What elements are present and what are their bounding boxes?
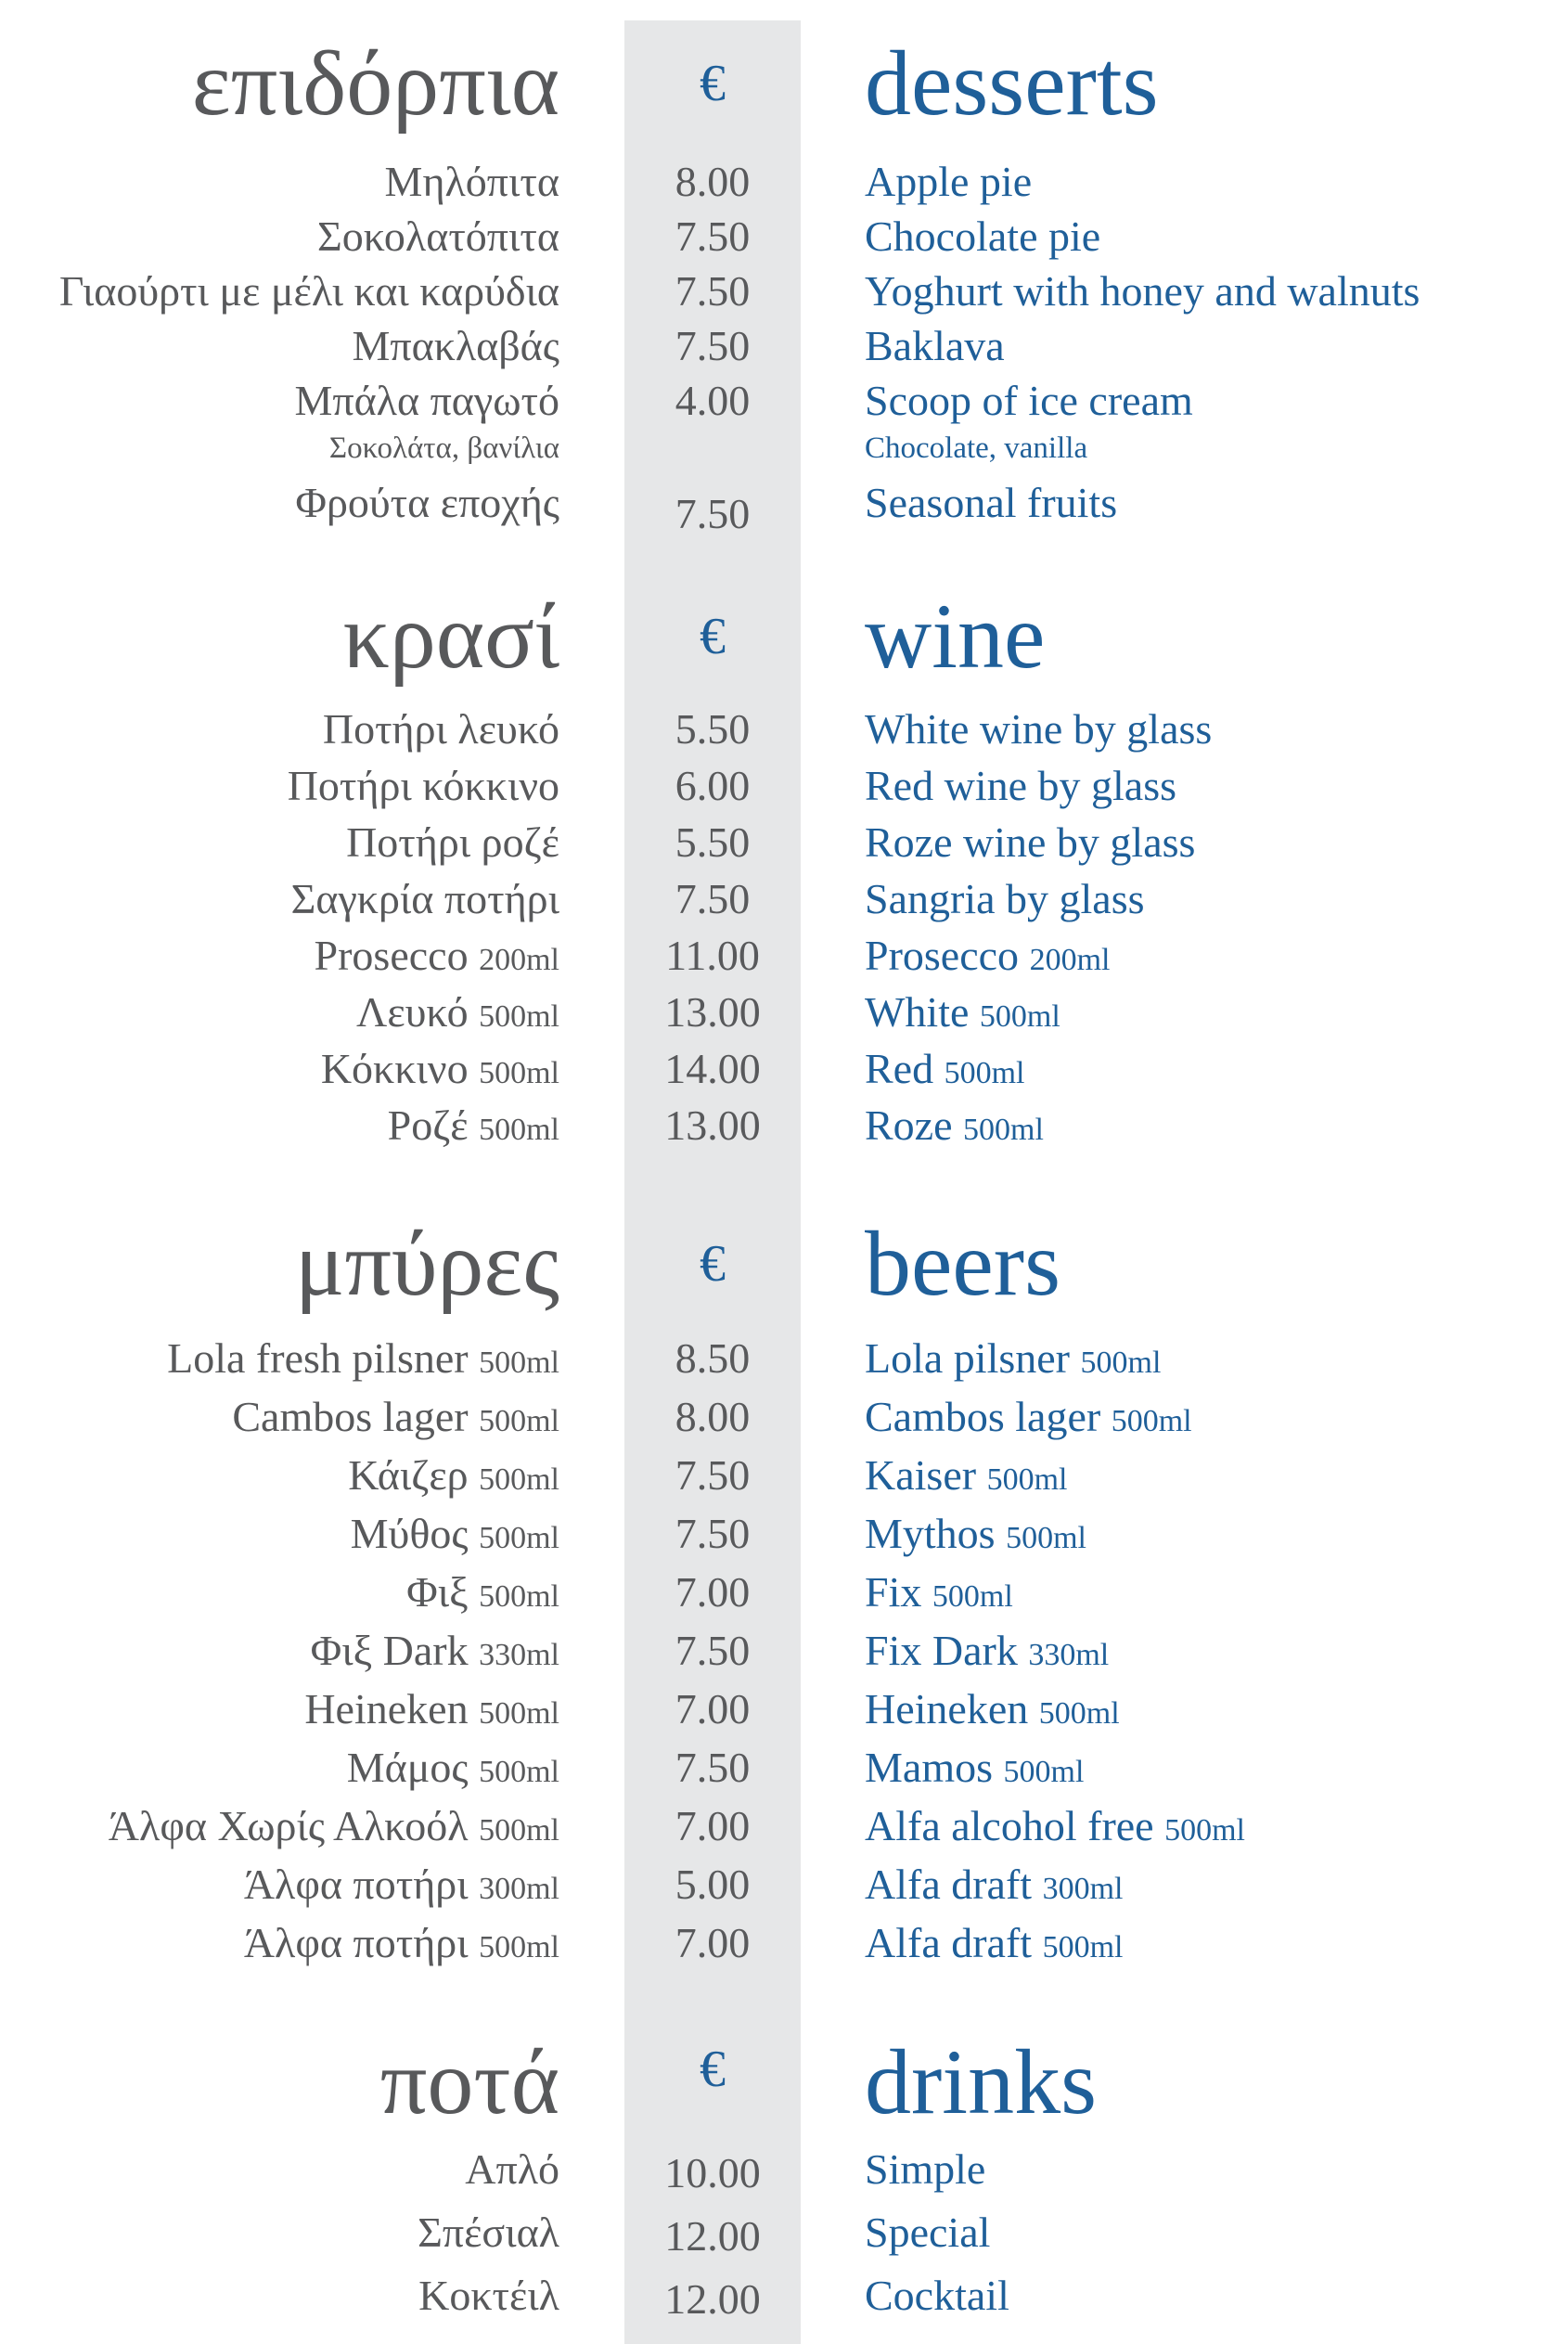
item-volume: 500ml bbox=[1003, 1755, 1085, 1789]
item-name-en: Cocktail bbox=[865, 2272, 1009, 2319]
item-volume: 500ml bbox=[1038, 1696, 1120, 1731]
item-name-gr-text: Λευκό bbox=[355, 988, 469, 1036]
item-price: 5.50 bbox=[675, 818, 751, 866]
item-name-en-text: Fix Dark bbox=[865, 1627, 1018, 1674]
item-name-gr: Ποτήρι λευκό bbox=[322, 705, 559, 753]
item-name-gr bbox=[167, 1331, 559, 1391]
item-name-gr bbox=[304, 1681, 559, 1742]
item-price: 7.00 bbox=[675, 1685, 751, 1732]
item-name-gr bbox=[406, 1565, 559, 1625]
item-volume: 500ml bbox=[963, 1113, 1044, 1147]
item-name-en: Baklava bbox=[865, 322, 1005, 369]
item-price: 8.50 bbox=[675, 1334, 751, 1382]
item-name-en-text: Mythos bbox=[865, 1510, 996, 1557]
item-name-gr-text: Ροζέ bbox=[387, 1101, 469, 1149]
item-volume: 500ml bbox=[479, 1346, 559, 1380]
item-name-gr-text: Lola fresh pilsner bbox=[167, 1334, 469, 1382]
item-name-en: White wine by glass bbox=[865, 705, 1213, 753]
item-name-gr: Γιαούρτι με μέλι και καρύδια bbox=[58, 267, 559, 315]
item-name-gr-text: Άλφα Χωρίς Αλκοόλ bbox=[108, 1802, 469, 1849]
item-name-en: Chocolate pie bbox=[865, 213, 1101, 260]
item-name-gr: Κοκτέιλ bbox=[418, 2272, 559, 2319]
item-name-gr bbox=[109, 1798, 559, 1859]
item-volume: 500ml bbox=[479, 1056, 559, 1090]
item-name-gr-text: Άλφα ποτήρι bbox=[243, 1861, 469, 1908]
item-volume: 500ml bbox=[479, 1813, 559, 1848]
currency-symbol: € bbox=[700, 2041, 726, 2098]
section-title-en: drinks bbox=[865, 2030, 1097, 2133]
section-title-en: wine bbox=[865, 585, 1046, 688]
item-name-gr bbox=[311, 1623, 559, 1683]
item-price: 7.50 bbox=[675, 1510, 751, 1557]
item-price: 12.00 bbox=[664, 2212, 761, 2260]
item-volume: 500ml bbox=[1006, 1521, 1086, 1555]
item-price: 7.00 bbox=[675, 1568, 751, 1616]
item-name-gr: Σοκολατόπιτα bbox=[316, 213, 559, 260]
item-price: 11.00 bbox=[665, 932, 760, 979]
item-volume: 500ml bbox=[1164, 1813, 1246, 1848]
item-price: 7.50 bbox=[675, 213, 751, 260]
currency-symbol: € bbox=[700, 1235, 726, 1293]
item-price: 7.50 bbox=[675, 1744, 751, 1791]
item-name-en bbox=[865, 1857, 1123, 1917]
item-name-en bbox=[865, 1041, 1025, 1101]
item-price: 7.00 bbox=[675, 1802, 751, 1849]
item-name-en bbox=[865, 928, 1110, 988]
item-name-en bbox=[865, 1098, 1044, 1158]
item-price: 8.00 bbox=[675, 1393, 751, 1440]
item-volume: 500ml bbox=[1080, 1346, 1162, 1380]
item-name-gr bbox=[388, 1098, 559, 1158]
item-price: 4.00 bbox=[675, 377, 751, 424]
section-title-gr: κρασί bbox=[342, 585, 559, 688]
item-name-en bbox=[865, 1681, 1120, 1742]
item-price: 7.00 bbox=[675, 1919, 751, 1966]
item-price: 13.00 bbox=[664, 988, 761, 1036]
item-price: 7.50 bbox=[675, 1627, 751, 1674]
section-title-gr: ποτά bbox=[379, 2030, 559, 2133]
item-name-en: Sangria by glass bbox=[865, 875, 1145, 922]
item-name-gr bbox=[315, 928, 559, 988]
item-name-gr: Μπάλα παγωτό bbox=[294, 377, 559, 424]
item-name-en-text: Prosecco bbox=[865, 932, 1020, 979]
item-volume: 330ml bbox=[479, 1638, 559, 1672]
item-name-gr: Σπέσιαλ bbox=[418, 2209, 559, 2256]
item-price: 8.00 bbox=[675, 158, 751, 205]
item-price: 12.00 bbox=[664, 2275, 761, 2323]
item-name-en-text: Alfa draft bbox=[865, 1861, 1033, 1908]
item-volume: 500ml bbox=[479, 1404, 559, 1438]
item-volume: 500ml bbox=[1042, 1930, 1124, 1964]
item-volume: 200ml bbox=[1029, 943, 1111, 977]
item-name-gr: Μπακλαβάς bbox=[352, 322, 559, 369]
item-volume: 500ml bbox=[479, 1930, 559, 1964]
item-volume: 500ml bbox=[479, 999, 559, 1034]
item-price: 7.50 bbox=[675, 322, 751, 369]
item-volume: 500ml bbox=[986, 1462, 1068, 1497]
item-name-gr bbox=[356, 985, 559, 1045]
item-volume: 300ml bbox=[479, 1872, 559, 1906]
item-price: 6.00 bbox=[675, 762, 751, 809]
item-name-gr bbox=[244, 1857, 559, 1917]
item-name-en: Yoghurt with honey and walnuts bbox=[865, 267, 1420, 315]
item-name-en: Roze wine by glass bbox=[865, 818, 1196, 866]
item-volume: 500ml bbox=[932, 1579, 1013, 1614]
item-volume: 500ml bbox=[479, 1113, 559, 1147]
item-name-en bbox=[865, 1448, 1067, 1508]
item-name-en bbox=[865, 1740, 1084, 1800]
item-note-en: Chocolate, vanilla bbox=[865, 431, 1088, 465]
item-volume: 500ml bbox=[1111, 1404, 1192, 1438]
item-name-en-text: Mamos bbox=[865, 1744, 993, 1791]
item-name-gr bbox=[348, 1448, 559, 1508]
item-name-gr-text: Prosecco bbox=[314, 932, 469, 979]
item-name-en: Seasonal fruits bbox=[865, 479, 1118, 526]
item-name-en bbox=[865, 985, 1060, 1045]
item-name-en-text: White bbox=[865, 988, 970, 1036]
currency-symbol: € bbox=[700, 608, 726, 665]
item-name-en bbox=[865, 1389, 1192, 1449]
item-name-gr-text: Heineken bbox=[304, 1685, 469, 1732]
item-price: 7.50 bbox=[675, 490, 751, 537]
item-price: 7.50 bbox=[675, 875, 751, 922]
item-name-en-text: Cambos lager bbox=[865, 1393, 1101, 1440]
item-name-gr bbox=[351, 1506, 559, 1566]
section-title-en: beers bbox=[865, 1212, 1060, 1315]
section-title-gr: επιδόρπια bbox=[191, 32, 559, 135]
item-note-gr: Σοκολάτα, βανίλια bbox=[328, 431, 559, 465]
item-name-gr-text: Κάιζερ bbox=[348, 1451, 469, 1499]
item-name-gr: Μηλόπιτα bbox=[384, 158, 559, 205]
item-name-en-text: Alfa alcohol free bbox=[865, 1802, 1154, 1849]
item-volume: 300ml bbox=[1042, 1872, 1124, 1906]
section-title-gr: μπύρες bbox=[294, 1212, 559, 1315]
item-name-en-text: Alfa draft bbox=[865, 1919, 1033, 1966]
item-name-gr-text: Μάμος bbox=[346, 1744, 469, 1791]
item-name-en-text: Heineken bbox=[865, 1685, 1029, 1732]
item-name-en bbox=[865, 1331, 1161, 1391]
item-name-en bbox=[865, 1915, 1123, 1976]
item-volume: 500ml bbox=[479, 1521, 559, 1555]
item-name-en: Red wine by glass bbox=[865, 762, 1177, 809]
item-volume: 200ml bbox=[479, 943, 559, 977]
item-name-gr-text: Φιξ bbox=[406, 1568, 469, 1616]
item-name-gr: Ποτήρι ροζέ bbox=[346, 818, 559, 866]
item-price: 13.00 bbox=[664, 1101, 761, 1149]
item-name-gr-text: Cambos lager bbox=[232, 1393, 469, 1440]
item-name-en bbox=[865, 1506, 1086, 1566]
item-price: 10.00 bbox=[664, 2149, 761, 2196]
item-volume: 500ml bbox=[979, 999, 1060, 1034]
item-volume: 500ml bbox=[479, 1696, 559, 1731]
item-price: 14.00 bbox=[664, 1045, 761, 1092]
item-name-gr: Φρούτα εποχής bbox=[295, 479, 559, 526]
item-name-en-text: Kaiser bbox=[865, 1451, 977, 1499]
item-name-gr bbox=[321, 1041, 559, 1101]
item-name-en bbox=[865, 1565, 1013, 1625]
item-name-gr bbox=[347, 1740, 559, 1800]
item-name-gr bbox=[232, 1389, 559, 1449]
item-name-gr: Ποτήρι κόκκινο bbox=[287, 762, 559, 809]
item-volume: 500ml bbox=[479, 1755, 559, 1789]
currency-symbol: € bbox=[700, 55, 726, 112]
item-volume: 500ml bbox=[944, 1056, 1025, 1090]
item-price: 7.50 bbox=[675, 1451, 751, 1499]
item-name-gr: Σαγκρία ποτήρι bbox=[290, 875, 559, 922]
item-name-gr-text: Φιξ Dark bbox=[310, 1627, 469, 1674]
item-price: 5.50 bbox=[675, 705, 751, 753]
section-title-en: desserts bbox=[865, 32, 1159, 135]
item-name-gr: Απλό bbox=[465, 2145, 559, 2193]
item-name-gr-text: Άλφα ποτήρι bbox=[243, 1919, 469, 1966]
item-name-gr bbox=[244, 1915, 559, 1976]
item-price: 7.50 bbox=[675, 267, 751, 315]
item-price: 5.00 bbox=[675, 1861, 751, 1908]
item-volume: 500ml bbox=[479, 1462, 559, 1497]
item-name-en-text: Roze bbox=[865, 1101, 953, 1149]
item-volume: 330ml bbox=[1028, 1638, 1110, 1672]
item-name-en bbox=[865, 1798, 1245, 1859]
item-name-en-text: Lola pilsner bbox=[865, 1334, 1070, 1382]
item-name-gr-text: Μύθος bbox=[350, 1510, 469, 1557]
item-name-en: Simple bbox=[865, 2145, 986, 2193]
item-name-en: Apple pie bbox=[865, 158, 1033, 205]
item-name-en: Special bbox=[865, 2209, 991, 2256]
item-volume: 500ml bbox=[479, 1579, 559, 1614]
item-name-gr-text: Κόκκινο bbox=[320, 1045, 469, 1092]
item-name-en: Scoop of ice cream bbox=[865, 377, 1193, 424]
item-name-en-text: Fix bbox=[865, 1568, 922, 1616]
item-name-en bbox=[865, 1623, 1109, 1683]
item-name-en-text: Red bbox=[865, 1045, 934, 1092]
